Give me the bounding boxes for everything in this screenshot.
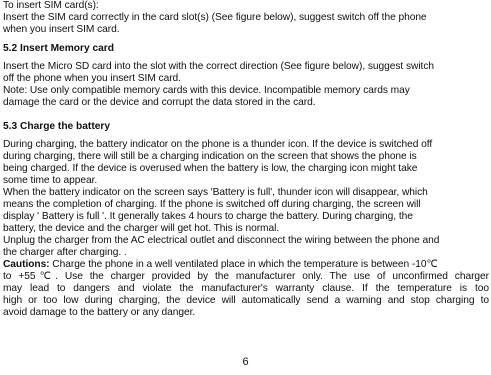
section-5-2-heading: 5.2 Insert Memory card: [3, 43, 114, 54]
cautions-line-5: avoid damage to the battery or any danger.: [3, 307, 196, 318]
section-5-3-line-5: When the battery indicator on the screen says 'Battery is full', thunder icon will disappear, which: [3, 187, 428, 198]
section-5-3-line-7: display ' Battery is full '. It generally takes 4 hours to charge the battery. During charging, the: [3, 211, 413, 222]
section-5-2-line-3: Note: Use only compatible memory cards with this device. Incompatible memory cards may: [3, 85, 410, 96]
section-5-2-line-2: off the phone when you insert SIM card.: [3, 73, 181, 84]
page-number: 6: [242, 356, 249, 368]
section-5-3-line-4: some time to appear.: [3, 175, 98, 186]
section-5-2-line-4: damage the card or the device and corrupt the data stored in the card.: [3, 97, 316, 108]
section-5-3-line-3: being charged. If the device is overused when the battery is low, the charging icon might take: [3, 163, 418, 174]
cautions-label: Cautions:: [3, 259, 50, 270]
section-5-3-line-1: During charging, the battery indicator on the phone is a thunder icon. If the device is switched off: [3, 139, 433, 150]
cautions-line-4: high or too low during charging, the device will automatically send a warning and stop charging to: [3, 295, 489, 306]
cautions-text-1: Charge the phone in a well ventilated place in which the temperature is between -10℃: [49, 259, 438, 270]
cautions-line-3: may lead to dangers and violate the manufacturer's warranty clause. If the temperature is too: [3, 283, 489, 294]
section-5-3-line-10: the charger after charging. .: [3, 247, 127, 258]
section-5-2-line-1: Insert the Micro SD card into the slot with the correct direction (See figure below), suggest switch: [3, 61, 434, 72]
section-5-3-heading: 5.3 Charge the battery: [3, 121, 111, 132]
cautions-line-1: [3, 259, 438, 271]
cautions-line-2: to +55℃. Use the charger provided by the manufacturer only. The use of unconfirmed charger: [3, 271, 489, 282]
section-5-3-line-8: battery, the device and the charger will get hot. This is normal.: [3, 223, 280, 234]
section-5-3-line-6: means the completion of charging. If the phone is switched off during charging, the screen will: [3, 199, 421, 210]
intro-line-2: Insert the SIM card correctly in the card slot(s) (See figure below), suggest switch off the phone: [3, 12, 427, 23]
intro-line-1: To insert SIM card(s):: [3, 0, 99, 11]
section-5-3-line-9: Unplug the charger from the AC electrical outlet and disconnect the wiring between the phone and: [3, 235, 440, 246]
intro-line-3: when you insert SIM card.: [3, 24, 120, 35]
section-5-3-line-2: during charging, there will still be a charging indication on the screen that shows the phone is: [3, 151, 417, 162]
